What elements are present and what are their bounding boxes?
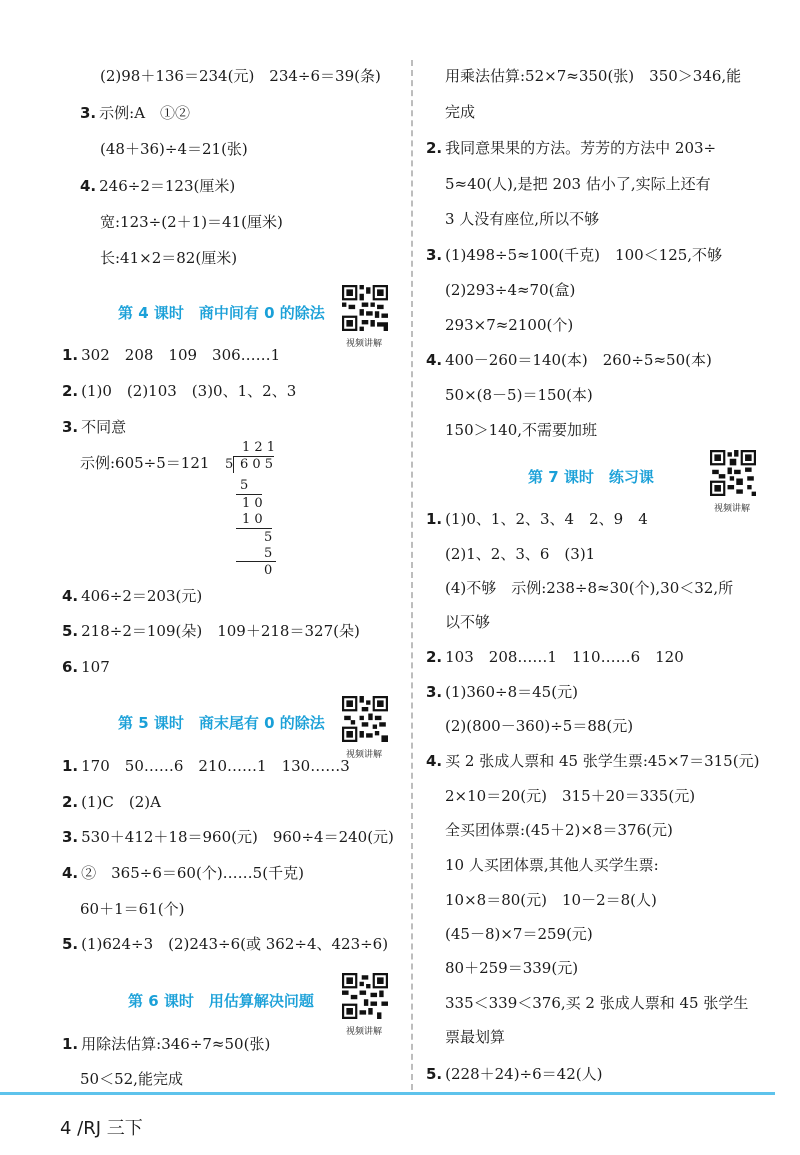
q-text: 完成 bbox=[445, 103, 476, 121]
ld-rule bbox=[236, 561, 276, 562]
list-item bbox=[426, 682, 578, 702]
ld-rule bbox=[236, 494, 262, 495]
q-text: 不同意 bbox=[81, 418, 127, 436]
q-text: 50＜52,能完成 bbox=[80, 1070, 183, 1088]
list-item bbox=[62, 381, 296, 401]
list-item bbox=[445, 209, 599, 229]
ld-step: 5 bbox=[240, 478, 249, 493]
q4-text: 246÷2＝123(厘米) bbox=[99, 177, 236, 195]
list-item bbox=[445, 66, 741, 86]
q-text: 335＜339＜376,买 2 张成人票和 45 张学生 bbox=[445, 994, 749, 1012]
list-item bbox=[445, 924, 593, 944]
qr-label: 视频讲解 bbox=[346, 1027, 383, 1037]
ld-step: 1 0 bbox=[242, 512, 263, 527]
qr-label: 视频讲解 bbox=[714, 504, 751, 514]
list-item bbox=[445, 544, 595, 564]
left-line-5: 长:41×2＝82(厘米) bbox=[100, 249, 238, 267]
list-item bbox=[445, 958, 578, 978]
list-item bbox=[445, 280, 575, 300]
list-item bbox=[445, 820, 673, 840]
ld-rule bbox=[236, 528, 272, 529]
q-number: 2. bbox=[426, 139, 443, 157]
list-item bbox=[62, 417, 126, 437]
q3-text: 示例:A ①② bbox=[99, 104, 191, 122]
q-number: 1. bbox=[62, 346, 79, 364]
list-item bbox=[445, 1027, 505, 1047]
q-text: 150＞140,不需要加班 bbox=[445, 421, 598, 439]
q-text: 170 50……6 210……1 130……3 bbox=[81, 757, 350, 775]
q-number: 2. bbox=[62, 793, 79, 811]
q-text: 3 人没有座位,所以不够 bbox=[445, 210, 600, 228]
list-item bbox=[445, 716, 633, 736]
left-line-4: 宽:123÷(2＋1)＝41(厘米) bbox=[100, 213, 283, 231]
q-text: (2)293÷4≈70(盒) bbox=[445, 281, 576, 299]
q-text: (1)360÷8＝45(元) bbox=[445, 683, 578, 701]
q-number: 3. bbox=[80, 104, 97, 122]
ld-step: 5 bbox=[264, 546, 273, 561]
list-item bbox=[426, 138, 716, 158]
q-text: 302 208 109 306……1 bbox=[81, 346, 281, 364]
q-number: 6. bbox=[62, 658, 79, 676]
q-text: (2)1、2、3、6 (3)1 bbox=[445, 545, 596, 563]
q-number: 1. bbox=[426, 510, 443, 528]
list-item bbox=[445, 578, 733, 598]
list-item bbox=[62, 1034, 270, 1054]
q-text: 用除法估算:346÷7≈50(张) bbox=[81, 1035, 271, 1053]
q-text: (1)0 (2)103 (3)0、1、2、3 bbox=[81, 382, 297, 400]
q-text: (1)0、1、2、3、4 2、9 4 bbox=[445, 510, 648, 528]
qr-label: 视频讲解 bbox=[346, 750, 383, 760]
q3-line bbox=[80, 103, 190, 123]
ld-step: 5 bbox=[264, 530, 273, 545]
list-item bbox=[426, 245, 722, 265]
q-number: 4. bbox=[426, 752, 443, 770]
left-line-2: (48＋36)÷4＝21(张) bbox=[100, 140, 248, 158]
list-item bbox=[445, 855, 659, 875]
q4-line bbox=[80, 176, 235, 196]
section-title-4: 第 4 课时 商中间有 0 的除法 bbox=[118, 304, 325, 322]
column-divider bbox=[411, 60, 413, 1090]
left-line-0: (2)98＋136＝234(元) 234÷6＝39(条) bbox=[100, 67, 381, 85]
q-number: 5. bbox=[426, 1065, 443, 1083]
list-item bbox=[62, 657, 110, 677]
q-text: 50×(8－5)＝150(本) bbox=[445, 386, 593, 404]
list-item bbox=[445, 174, 711, 194]
q-text: 218÷2＝109(朵) 109＋218＝327(朵) bbox=[81, 622, 360, 640]
q-number: 3. bbox=[62, 828, 79, 846]
q-text: 10×8＝80(元) 10－2＝8(人) bbox=[445, 891, 657, 909]
list-item bbox=[445, 993, 748, 1013]
q-number: 5. bbox=[62, 935, 79, 953]
list-item bbox=[62, 586, 202, 606]
q-text: 全买团体票:(45＋2)×8＝376(元) bbox=[445, 821, 673, 839]
q-text: 10 人买团体票,其他人买学生票: bbox=[445, 856, 659, 874]
q-number: 4. bbox=[80, 177, 97, 195]
q-text: 以不够 bbox=[445, 613, 491, 631]
q-text: 406÷2＝203(元) bbox=[81, 587, 203, 605]
list-item bbox=[62, 756, 350, 776]
q-number: 3. bbox=[426, 683, 443, 701]
section-title-5: 第 5 课时 商末尾有 0 的除法 bbox=[118, 714, 325, 732]
q-text: 107 bbox=[81, 658, 110, 676]
q-text: ② 365÷6＝60(个)……5(千克) bbox=[81, 864, 304, 882]
list-item bbox=[445, 890, 657, 910]
q-text: (4)不够 示例:238÷8≈30(个),30＜32,所 bbox=[445, 579, 734, 597]
ld-step: 1 0 bbox=[242, 496, 263, 511]
qr-code-icon[interactable] bbox=[342, 285, 388, 331]
ld-step: 0 bbox=[264, 563, 273, 578]
q-text: 买 2 张成人票和 45 张学生票:45×7＝315(元) bbox=[445, 752, 760, 770]
list-item bbox=[62, 934, 388, 954]
q-text: 示例:605÷5＝121 bbox=[80, 454, 210, 472]
q-number: 3. bbox=[426, 246, 443, 264]
q-text: 60＋1＝61(个) bbox=[80, 900, 185, 918]
q-text: (1)C (2)A bbox=[81, 793, 161, 811]
list-item bbox=[445, 786, 695, 806]
q-number: 2. bbox=[426, 648, 443, 666]
q-text: 用乘法估算:52×7≈350(张) 350＞346,能 bbox=[445, 67, 742, 85]
q-number: 4. bbox=[62, 864, 79, 882]
ld-divisor: 5 bbox=[225, 457, 234, 472]
q-number: 3. bbox=[62, 418, 79, 436]
list-item bbox=[62, 345, 280, 365]
q-number: 5. bbox=[62, 622, 79, 640]
page-footer: 4 /RJ 三下 bbox=[60, 1118, 143, 1139]
list-item bbox=[426, 1064, 602, 1084]
list-item bbox=[80, 899, 184, 919]
ld-quotient: 1 2 1 bbox=[242, 440, 276, 455]
q-number: 4. bbox=[426, 351, 443, 369]
q-number: 1. bbox=[62, 757, 79, 775]
list-item bbox=[62, 827, 394, 847]
list-item bbox=[445, 315, 573, 335]
qr-code-icon[interactable] bbox=[342, 973, 388, 1019]
section-title-7: 第 7 课时 练习课 bbox=[528, 468, 654, 486]
q-text: 293×7≈2100(个) bbox=[445, 316, 574, 334]
long-division bbox=[220, 440, 280, 578]
list-item bbox=[445, 385, 593, 405]
list-item bbox=[426, 350, 712, 370]
list-item bbox=[426, 647, 684, 667]
qr-label: 视频讲解 bbox=[346, 339, 383, 349]
q-text: (2)(800－360)÷5＝88(元) bbox=[445, 717, 634, 735]
q-text: (1)624÷3 (2)243÷6(或 362÷4、423÷6) bbox=[81, 935, 389, 953]
section-title-6: 第 6 课时 用估算解决问题 bbox=[128, 992, 314, 1010]
list-item bbox=[62, 792, 161, 812]
q-text: 400－260＝140(本) 260÷5≈50(本) bbox=[445, 351, 712, 369]
q-text: (1)498÷5≈100(千克) 100＜125,不够 bbox=[445, 246, 723, 264]
q-text: (45－8)×7＝259(元) bbox=[445, 925, 593, 943]
ld-dividend: 6 0 5 bbox=[240, 457, 274, 472]
q-text: 530＋412＋18＝960(元) 960÷4＝240(元) bbox=[81, 828, 394, 846]
q-text: 5≈40(人),是把 203 估小了,实际上还有 bbox=[445, 175, 711, 193]
list-item bbox=[426, 509, 648, 529]
q-number: 2. bbox=[62, 382, 79, 400]
list-item bbox=[445, 102, 475, 122]
list-item bbox=[426, 751, 759, 771]
list-item bbox=[62, 621, 360, 641]
q-text: 我同意果果的方法。芳芳的方法中 203÷ bbox=[445, 139, 717, 157]
q-number: 1. bbox=[62, 1035, 79, 1053]
list-item bbox=[445, 420, 597, 440]
qr-code-icon[interactable] bbox=[710, 450, 756, 496]
list-item bbox=[80, 453, 209, 473]
q-text: 票最划算 bbox=[445, 1028, 506, 1046]
list-item bbox=[80, 1069, 183, 1089]
list-item bbox=[62, 863, 304, 883]
footer-rule bbox=[0, 1092, 775, 1095]
q-text: 80＋259＝339(元) bbox=[445, 959, 579, 977]
q-text: (228＋24)÷6＝42(人) bbox=[445, 1065, 603, 1083]
q-number: 4. bbox=[62, 587, 79, 605]
q-text: 103 208……1 110……6 120 bbox=[445, 648, 684, 666]
q-text: 2×10＝20(元) 315＋20＝335(元) bbox=[445, 787, 696, 805]
qr-code-icon[interactable] bbox=[342, 696, 388, 742]
list-item bbox=[445, 612, 490, 632]
